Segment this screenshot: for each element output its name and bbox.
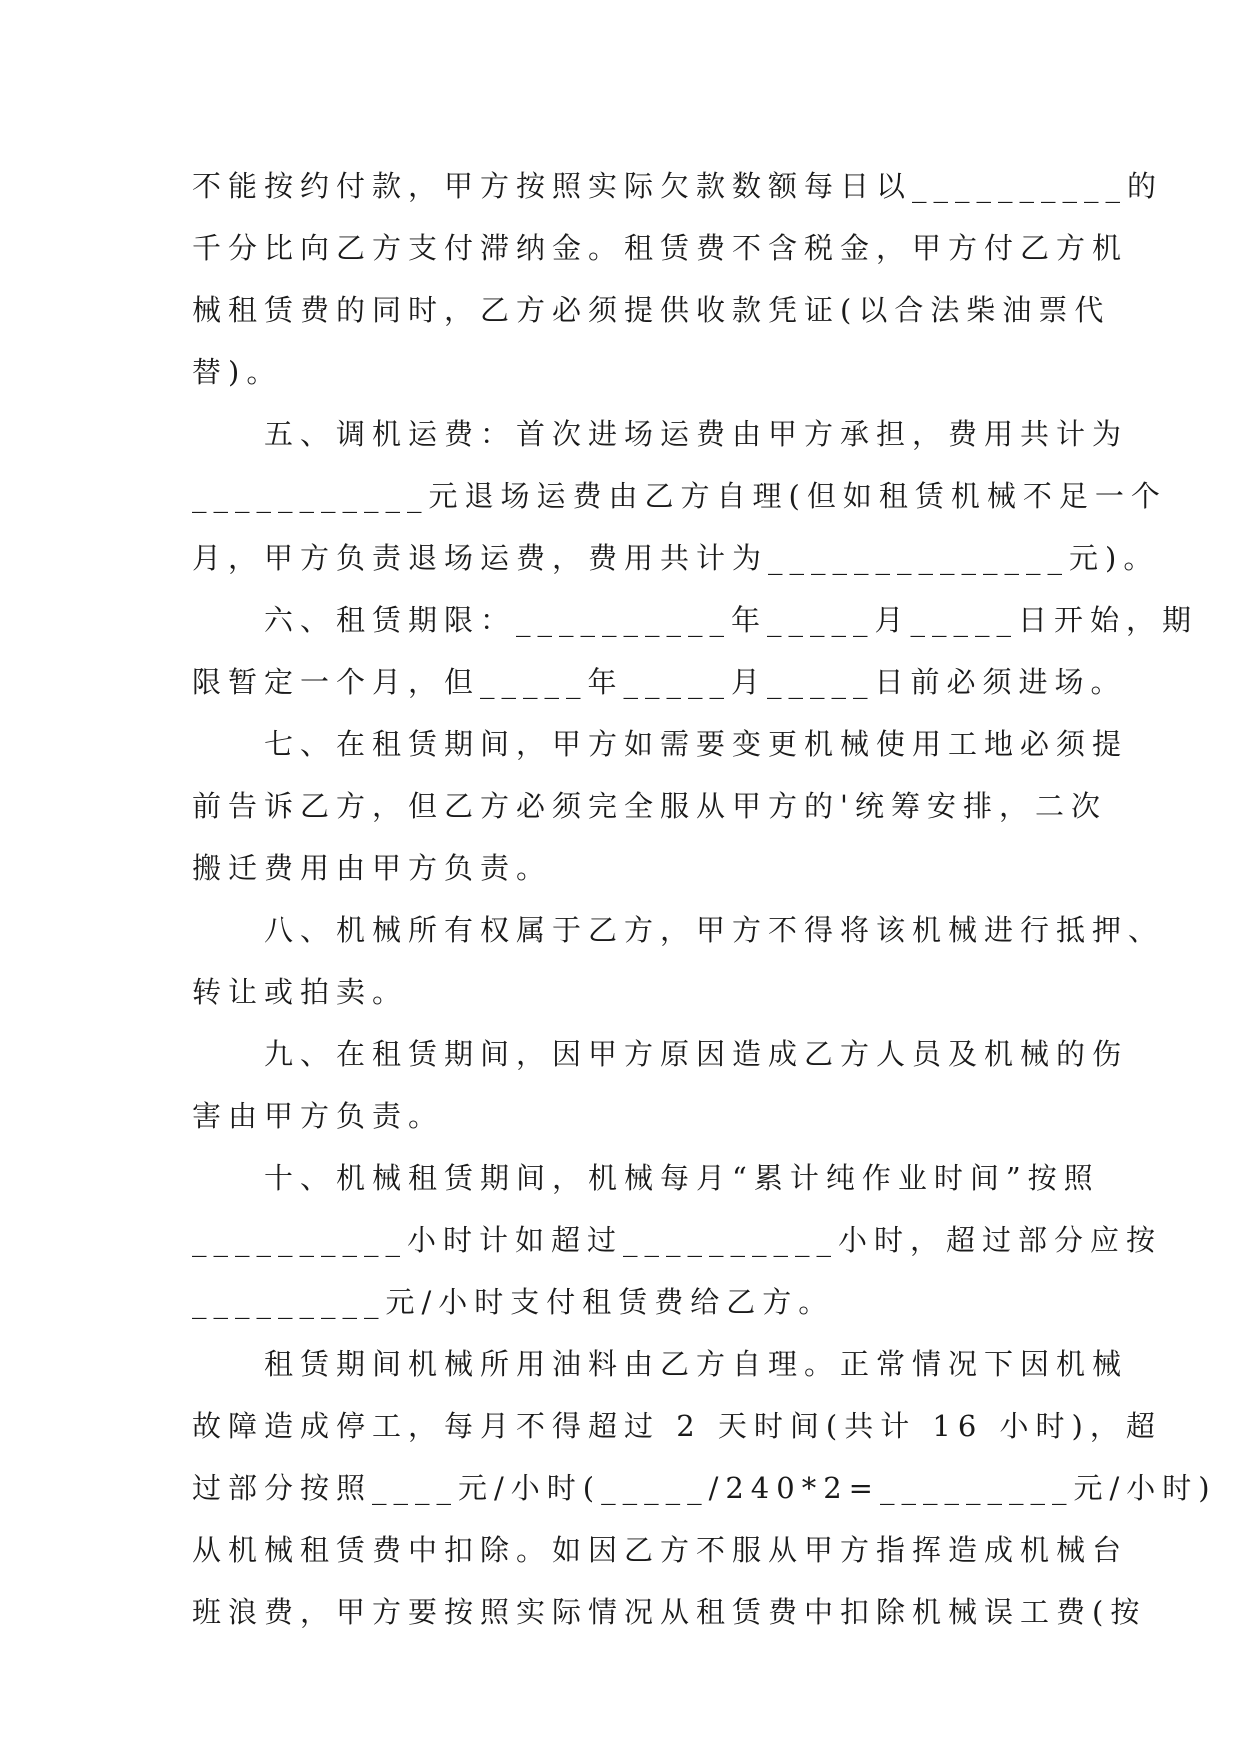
text-line: 千分比向乙方支付滞纳金。租赁费不含税金，甲方付乙方机 — [192, 231, 1129, 265]
text-line: 八、机械所有权属于乙方，甲方不得将该机械进行抵押、 — [192, 913, 1165, 947]
text-line: 五、调机运费：首次进场运费由甲方承担，费用共计为 — [192, 417, 1129, 451]
text-line: 七、在租赁期间，甲方如需要变更机械使用工地必须提 — [192, 727, 1129, 761]
text-line: 搬迁费用由甲方负责。 — [192, 851, 553, 885]
text-line: 九、在租赁期间，因甲方原因造成乙方人员及机械的伤 — [192, 1037, 1129, 1071]
text-line: 不能按约付款，甲方按照实际欠款数额每日以__________的 — [192, 169, 1164, 203]
text-line: ___________元退场运费由乙方自理(但如租赁机械不足一个 — [192, 479, 1167, 513]
text-line: 害由甲方负责。 — [192, 1099, 445, 1133]
text-line: 械租赁费的同时，乙方必须提供收款凭证(以合法柴油票代 — [192, 293, 1111, 327]
text-line: 过部分按照____元/小时(_____/240*2=_________元/小时) — [192, 1471, 1217, 1505]
text-line: 从机械租赁费中扣除。如因乙方不服从甲方指挥造成机械台 — [192, 1533, 1129, 1567]
text-line: 替)。 — [192, 355, 283, 389]
text-line: 六、租赁期限：__________年_____月_____日开始，期 — [192, 603, 1199, 637]
text-line: _________元/小时支付租赁费给乙方。 — [192, 1285, 835, 1319]
text-line: 班浪费，甲方要按照实际情况从租赁费中扣除机械误工费(按 — [192, 1595, 1147, 1629]
document-body — [192, 155, 1217, 1643]
text-line: __________小时计如超过__________小时，超过部分应按 — [192, 1223, 1163, 1257]
text-line: 租赁期间机械所用油料由乙方自理。正常情况下因机械 — [192, 1347, 1129, 1381]
text-line: 转让或拍卖。 — [192, 975, 409, 1009]
text-line: 前告诉乙方，但乙方必须完全服从甲方的'统筹安排，二次 — [192, 789, 1107, 823]
text-line: 十、机械租赁期间，机械每月“累计纯作业时间”按照 — [192, 1161, 1100, 1195]
text-line: 限暂定一个月，但_____年_____月_____日前必须进场。 — [192, 665, 1127, 699]
text-line: 月，甲方负责退场运费，费用共计为______________元)。 — [192, 541, 1160, 575]
text-line: 故障造成停工，每月不得超过 2 天时间(共计 16 小时)，超 — [192, 1409, 1162, 1443]
